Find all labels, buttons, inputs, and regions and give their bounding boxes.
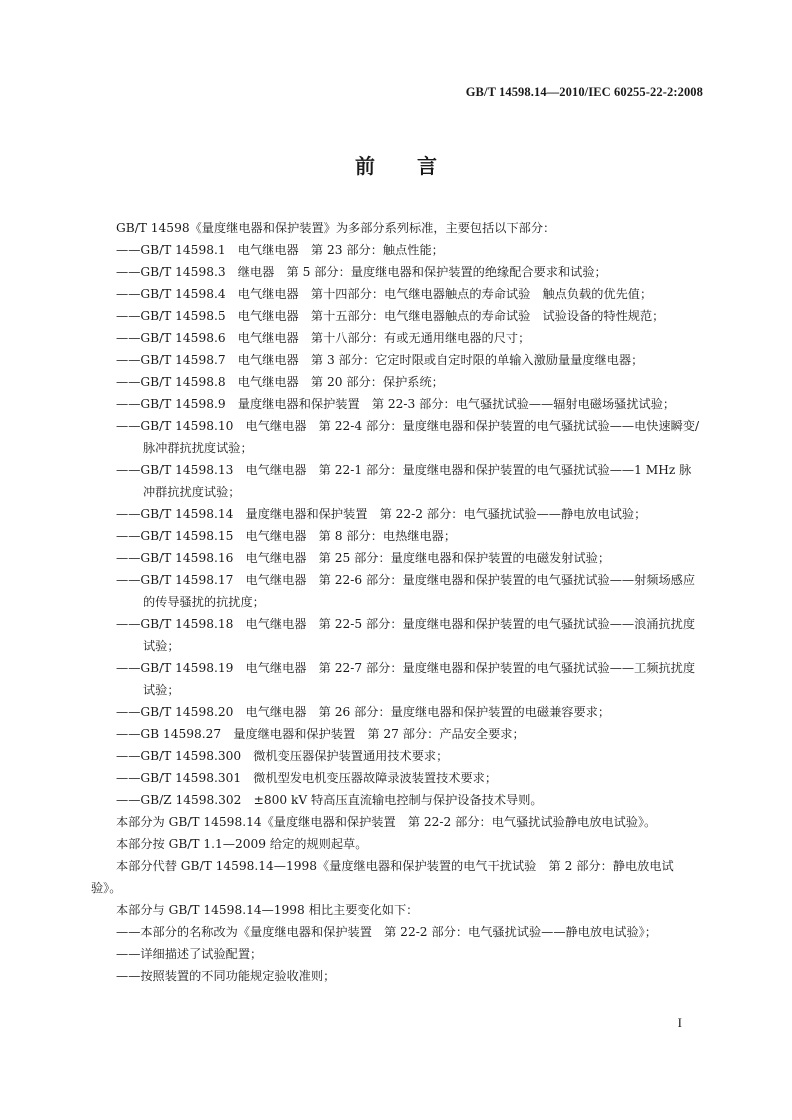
standard-code-header: GB/T 14598.14—2010/IEC 60255-22-2:2008 bbox=[465, 85, 703, 99]
list-item: ——GB/T 14598.10 电气继电器 第 22-4 部分：量度继电器和保护装置的电气骚扰试验——电快速瞬变/脉冲群抗扰度试验； bbox=[116, 419, 700, 455]
document-body bbox=[91, 217, 703, 987]
list-item: ——GB/T 14598.301 微机型发电机变压器故障录波装置技术要求； bbox=[116, 771, 498, 785]
list-item: ——GB/T 14598.8 电气继电器 第 20 部分：保护系统； bbox=[116, 375, 444, 389]
list-item: ——GB/T 14598.20 电气继电器 第 26 部分：量度继电器和保护装置的电磁兼容要求； bbox=[116, 705, 611, 719]
list-item: ——详细描述了试验配置； bbox=[116, 947, 263, 961]
list-item: ——GB/T 14598.15 电气继电器 第 8 部分：电热继电器； bbox=[116, 529, 457, 543]
list-item: ——GB/T 14598.16 电气继电器 第 25 部分：量度继电器和保护装置的电磁发射试验； bbox=[116, 551, 611, 565]
list-item: ——按照装置的不同功能规定验收准则； bbox=[116, 969, 336, 983]
parts-list bbox=[91, 239, 703, 811]
list-item: ——GB/T 14598.7 电气继电器 第 3 部分：它定时限或自定时限的单输入激励量量度继电器； bbox=[116, 353, 644, 367]
list-item: ——GB/T 14598.5 电气继电器 第十五部分：电气继电器触点的寿命试验 试验设备的特性规范； bbox=[116, 309, 665, 323]
list-item: ——GB 14598.27 量度继电器和保护装置 第 27 部分：产品安全要求； bbox=[116, 727, 525, 741]
list-item: ——GB/T 14598.18 电气继电器 第 22-5 部分：量度继电器和保护装置的电气骚扰试验——浪涌抗扰度试验； bbox=[116, 617, 696, 653]
page-number: I bbox=[677, 1015, 682, 1030]
list-item: ——本部分的名称改为《量度继电器和保护装置 第 22-2 部分：电气骚扰试验——静电放电试验》； bbox=[116, 925, 657, 939]
list-item: ——GB/T 14598.6 电气继电器 第十八部分：有或无通用继电器的尺寸； bbox=[116, 331, 531, 345]
replacement-statement: 本部分代替 GB/T 14598.14—1998《量度继电器和保护装置的电气干扰试验 第 2 部分：静电放电试验》。 bbox=[91, 859, 674, 895]
list-item: ——GB/T 14598.13 电气继电器 第 22-1 部分：量度继电器和保护装置的电气骚扰试验——1 MHz 脉冲群抗扰度试验； bbox=[116, 463, 692, 499]
list-item: ——GB/T 14598.17 电气继电器 第 22-6 部分：量度继电器和保护装置的电气骚扰试验——射频场感应的传导骚扰的抗扰度； bbox=[116, 573, 696, 609]
list-item: ——GB/T 14598.3 继电器 第 5 部分：量度继电器和保护装置的绝缘配合要求和试验； bbox=[116, 265, 607, 279]
changes-list bbox=[91, 921, 703, 987]
list-item: ——GB/T 14598.9 量度继电器和保护装置 第 22-3 部分：电气骚扰试验——辐射电磁场骚扰试验； bbox=[116, 397, 676, 411]
page-title: 前言 bbox=[355, 154, 479, 178]
scope-statement: 本部分为 GB/T 14598.14《量度继电器和保护装置 第 22-2 部分：电气骚扰试验静电放电试验》。 bbox=[116, 815, 657, 829]
list-item: ——GB/T 14598.14 量度继电器和保护装置 第 22-2 部分：电气骚扰试验——静电放电试验； bbox=[116, 507, 647, 521]
list-item: ——GB/T 14598.4 电气继电器 第十四部分：电气继电器触点的寿命试验 触点负载的优先值； bbox=[116, 287, 653, 301]
intro-paragraph: GB/T 14598《量度继电器和保护装置》为多部分系列标准，主要包括以下部分： bbox=[116, 221, 556, 235]
list-item: ——GB/T 14598.1 电气继电器 第 23 部分：触点性能； bbox=[116, 243, 444, 257]
list-item: ——GB/Z 14598.302 ±800 kV 特高压直流输电控制与保护设备技术导则。 bbox=[116, 793, 543, 807]
changes-intro: 本部分与 GB/T 14598.14—1998 相比主要变化如下： bbox=[116, 903, 419, 917]
list-item: ——GB/T 14598.300 微机变压器保护装置通用技术要求； bbox=[116, 749, 449, 763]
drafting-rule-statement: 本部分按 GB/T 1.1—2009 给定的规则起草。 bbox=[116, 837, 368, 851]
list-item: ——GB/T 14598.19 电气继电器 第 22-7 部分：量度继电器和保护装置的电气骚扰试验——工频抗扰度试验； bbox=[116, 661, 696, 697]
